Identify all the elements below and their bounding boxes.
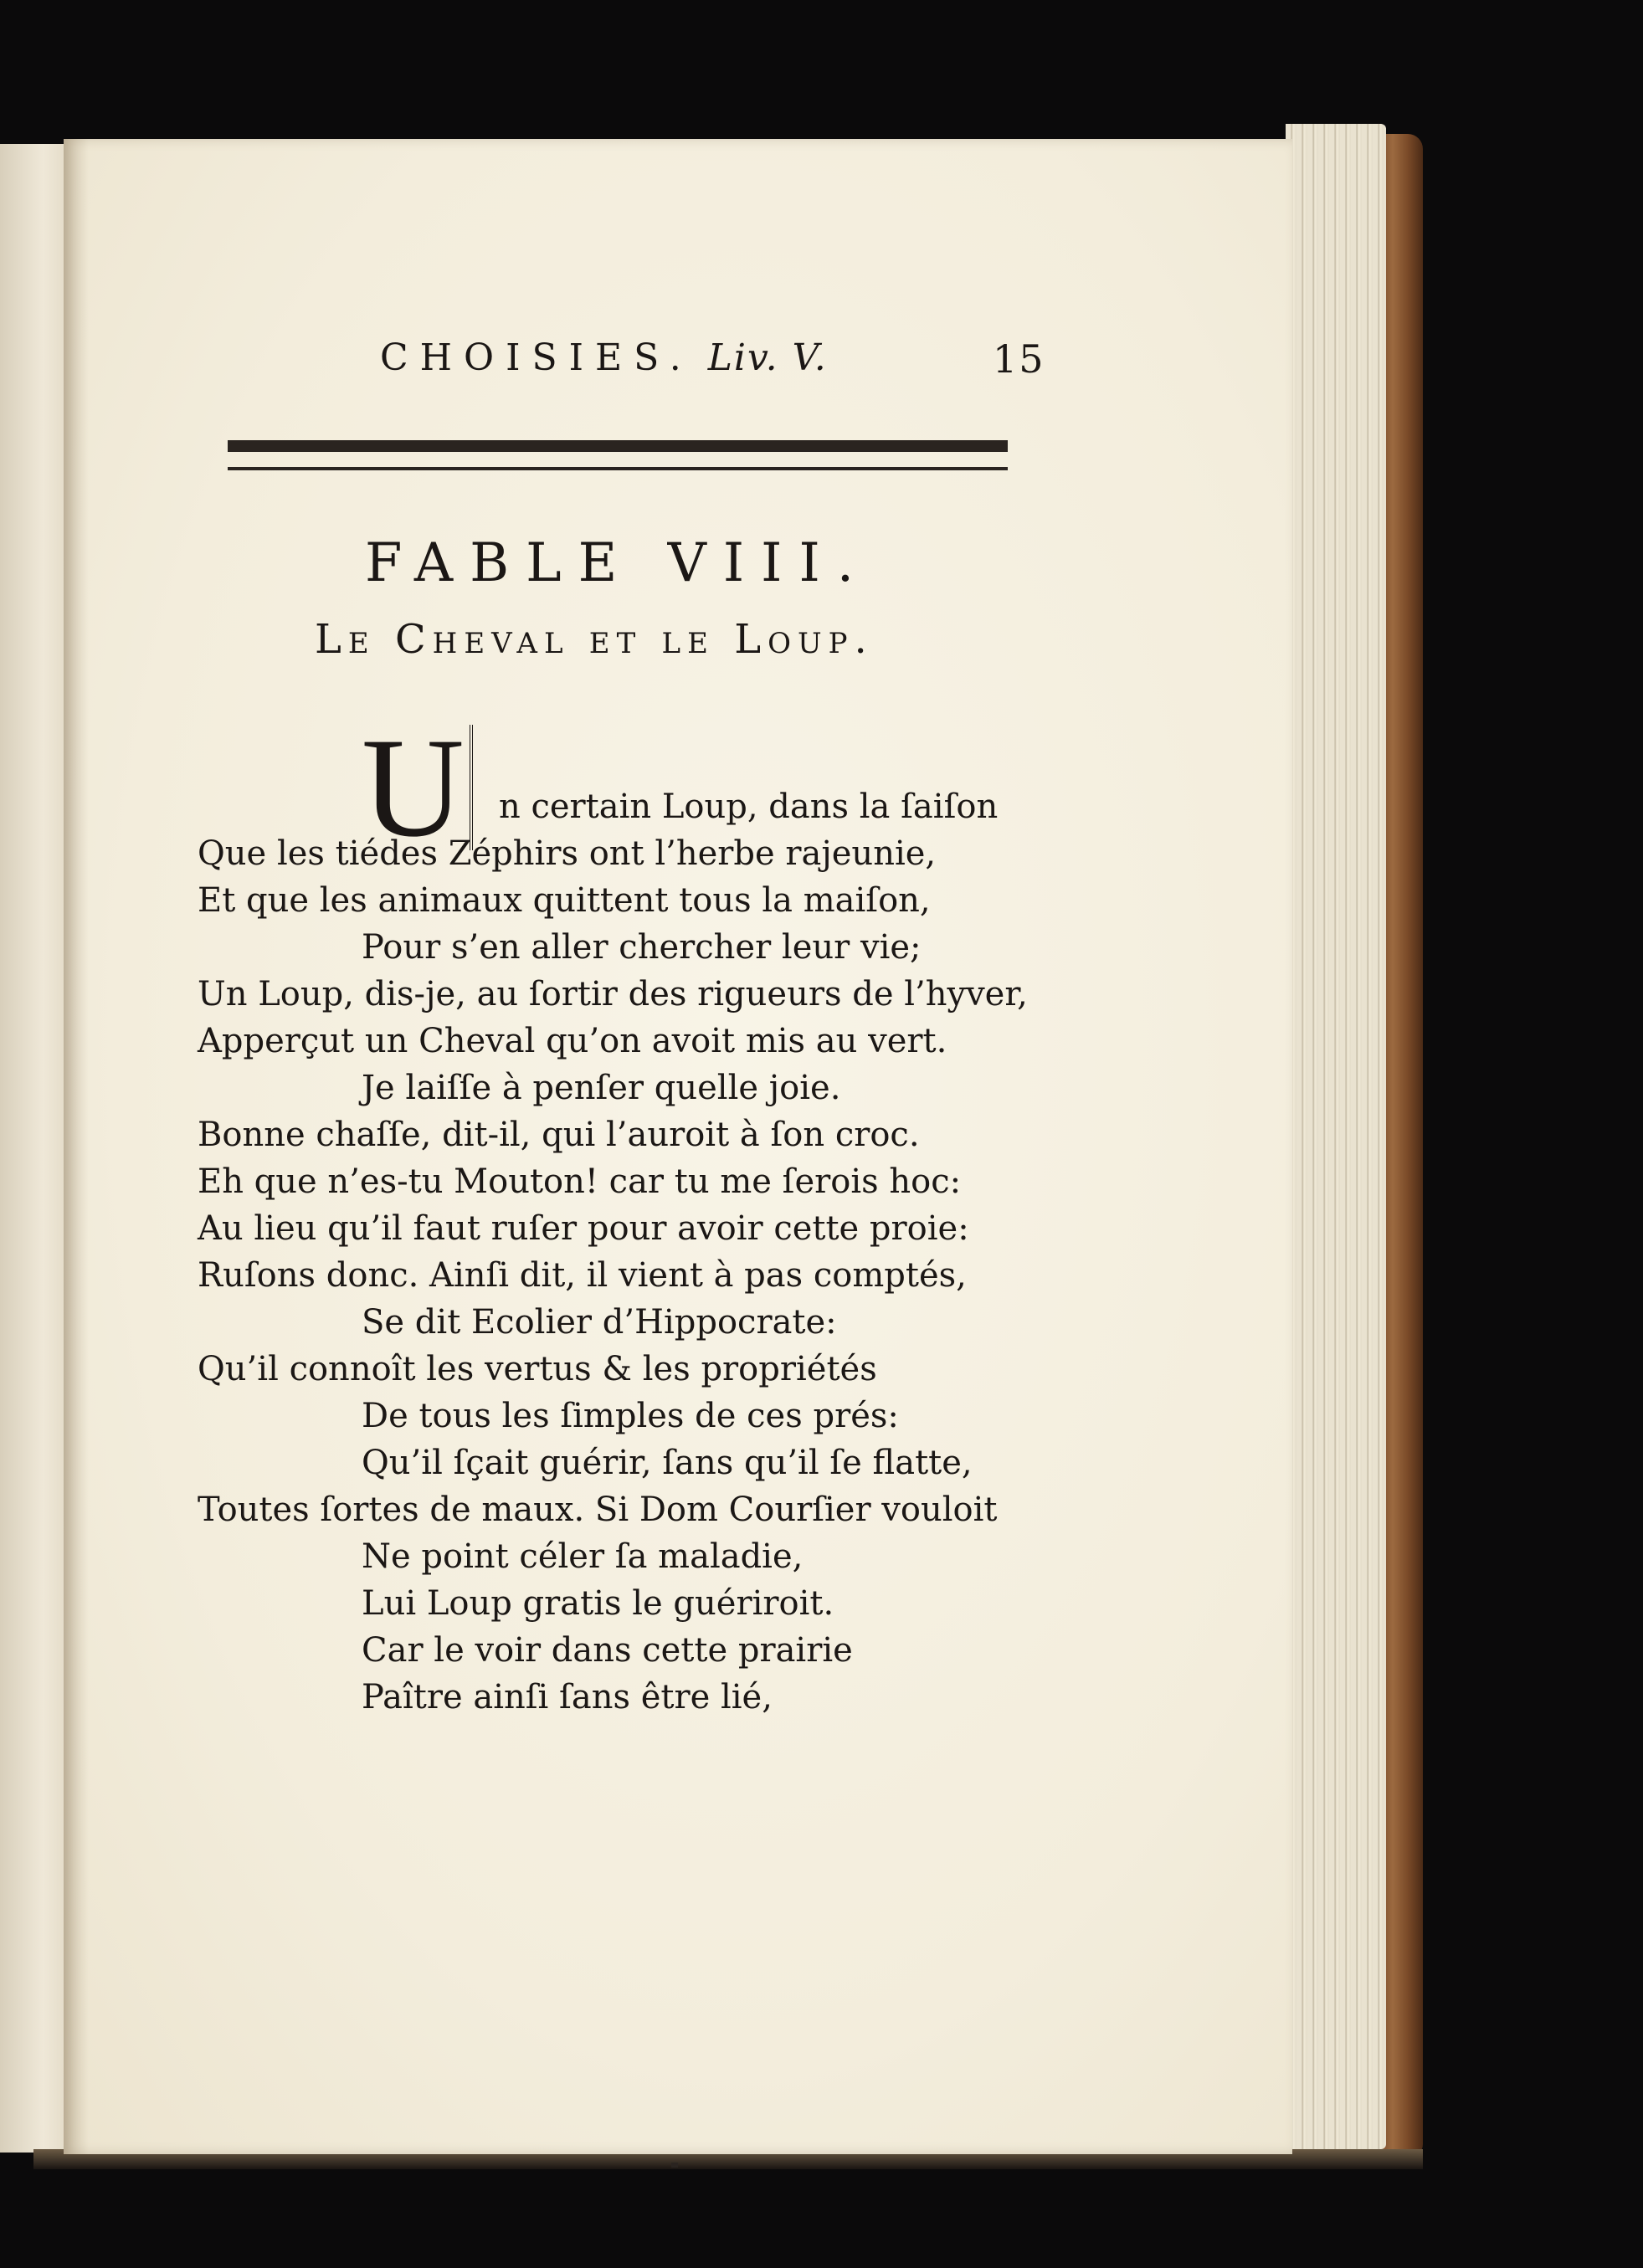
verse-line: De tous les ſimples de ces prés: bbox=[362, 1397, 899, 1435]
verse-line: Car le voir dans cette prairie bbox=[362, 1631, 853, 1670]
verse-line: Ne point céler ſa maladie, bbox=[362, 1537, 804, 1576]
fable-subtitle: Le Cheval et le Loup. bbox=[315, 616, 874, 663]
verse-line: Pour s’en aller chercher leur vie; bbox=[362, 928, 922, 967]
header-rule-thick bbox=[228, 440, 1008, 452]
running-head bbox=[380, 336, 828, 395]
verse-line: Et que les animaux quittent tous la maiſon, bbox=[198, 881, 931, 920]
book-page bbox=[64, 139, 1292, 2154]
verse-line: Que les tiédes Zéphirs ont l’herbe rajeunie, bbox=[198, 834, 937, 873]
fable-title: FABLE VIII. bbox=[365, 532, 871, 594]
verse-line: Paître ainſi ſans être lié, bbox=[362, 1678, 773, 1716]
verse-line: Un Loup, dis-je, au ſortir des rigueurs de l’hyver, bbox=[198, 975, 1028, 1013]
drop-cap: U bbox=[362, 725, 473, 850]
verse-line: Se dit Ecolier d’Hippocrate: bbox=[362, 1303, 837, 1342]
verse-line: Qu’il connoît les vertus & les propriétés bbox=[198, 1350, 877, 1388]
page-mark bbox=[671, 2163, 678, 2168]
verse-line: Bonne chaſſe, dit-il, qui l’auroit à ſon croc. bbox=[198, 1116, 920, 1154]
verse-line: Apperçut un Cheval qu’on avoit mis au vert. bbox=[198, 1022, 947, 1060]
verse-line: n certain Loup, dans la ſaiſon bbox=[499, 788, 999, 826]
verse-line: Je laiſſe à penſer quelle joie. bbox=[362, 1069, 841, 1107]
page-block-edges bbox=[1286, 124, 1386, 2149]
header-rule-thin bbox=[228, 467, 1008, 470]
book-reference: Liv. V. bbox=[707, 336, 828, 379]
previous-page-edge bbox=[0, 144, 74, 2153]
running-title: CHOISIES. bbox=[380, 336, 693, 379]
verse-line: Lui Loup gratis le guériroit. bbox=[362, 1584, 834, 1623]
verse-line: Qu’il ſçait guérir, ſans qu’il ſe flatte, bbox=[362, 1444, 973, 1482]
verse-line: Au lieu qu’il faut ruſer pour avoir cette proie: bbox=[198, 1209, 969, 1248]
verse-text bbox=[198, 783, 1068, 1721]
verse-line: Ruſons donc. Ainſi dit, il vient à pas comptés, bbox=[198, 1256, 967, 1295]
verse-line: Toutes ſortes de maux. Si Dom Courſier vouloit bbox=[198, 1491, 998, 1529]
verse-line: Eh que n’es-tu Mouton! car tu me ſerois hoc: bbox=[198, 1162, 962, 1201]
page-number: 15 bbox=[993, 336, 1045, 382]
gutter-shadow bbox=[64, 139, 89, 2154]
